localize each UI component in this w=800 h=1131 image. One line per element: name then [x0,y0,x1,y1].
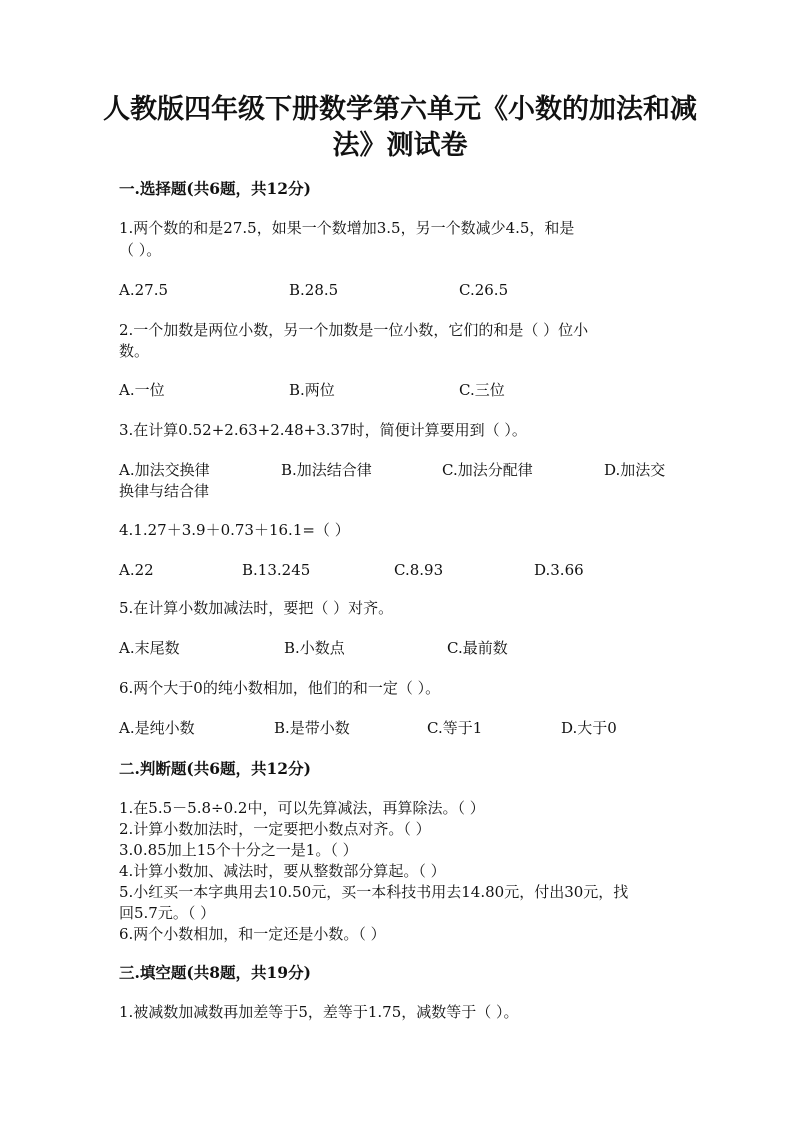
question-5-option-c: C.最前数 [447,639,508,657]
page-title [100,92,700,164]
question-1-option-b: B.28.5 [289,281,339,299]
question-2-stem: 2.一个加数是两位小数，另一个加数是一位小数，它们的和是（ ）位小 [119,321,589,339]
judgment-item-3: 3.0.85加上15个十分之一是1。（ ） [119,841,358,859]
question-6-option-d: D.大于0 [561,719,617,737]
fill-blank-item-1: 1.被减数加减数再加差等于5，差等于1.75，减数等于（ ）。 [119,1003,519,1021]
question-4-stem: 4.1.27＋3.9＋0.73＋16.1=（ ） [119,521,350,539]
question-3-option-b: B.加法结合律 [281,461,372,479]
section-heading-choice: 一.选择题(共6题，共12分) [119,179,311,198]
title-line-1: 人教版四年级下册数学第六单元《小数的加法和减 [103,94,697,125]
judgment-item-6: 6.两个小数相加，和一定还是小数。（ ） [119,925,386,943]
question-6-option-a: A.是纯小数 [119,719,195,737]
question-3-option-a: A.加法交换律 [119,461,210,479]
question-6-option-b: B.是带小数 [274,719,350,737]
question-3-stem: 3.在计算0.52+2.63+2.48+3.37时，简便计算要用到（ ）。 [119,421,527,439]
judgment-item-4: 4.计算小数加、减法时，要从整数部分算起。（ ） [119,862,446,880]
question-4-option-c: C.8.93 [394,561,444,579]
question-3-option-d: D.加法交 [604,461,666,479]
question-3-option-c: C.加法分配律 [442,461,533,479]
question-6-option-c: C.等于1 [427,719,483,737]
question-5-option-b: B.小数点 [284,639,345,657]
judgment-item-1: 1.在5.5－5.8÷0.2中，可以先算减法，再算除法。（ ） [119,799,485,817]
question-1-stem: 1.两个数的和是27.5，如果一个数增加3.5，另一个数减少4.5，和是 [119,219,575,237]
question-2-option-c: C.三位 [459,381,505,399]
judgment-item-5-cont: 回5.7元。（ ） [119,904,216,922]
section-heading-judgment: 二.判断题(共6题，共12分) [119,759,311,778]
question-3-option-d-cont: 换律与结合律 [119,482,210,500]
question-1-stem-cont: （ ）。 [119,241,162,259]
judgment-item-2: 2.计算小数加法时，一定要把小数点对齐。（ ） [119,820,431,838]
section-heading-fill-blank: 三.填空题(共8题，共19分) [119,963,311,982]
question-1-option-a: A.27.5 [119,281,168,299]
title-line-2: 法》测试卷 [332,130,468,161]
question-4-option-a: A.22 [119,561,154,579]
question-2-option-b: B.两位 [289,381,335,399]
question-4-option-b: B.13.245 [242,561,311,579]
question-5-stem: 5.在计算小数加减法时，要把（ ）对齐。 [119,599,394,617]
question-6-stem: 6.两个大于0的纯小数相加，他们的和一定（ ）。 [119,679,441,697]
question-2-option-a: A.一位 [119,381,165,399]
question-2-stem-cont: 数。 [119,342,150,360]
question-4-option-d: D.3.66 [534,561,584,579]
question-5-option-a: A.末尾数 [119,639,180,657]
question-1-option-c: C.26.5 [459,281,509,299]
judgment-item-5: 5.小红买一本字典用去10.50元，买一本科技书用去14.80元，付出30元，找 [119,883,629,901]
